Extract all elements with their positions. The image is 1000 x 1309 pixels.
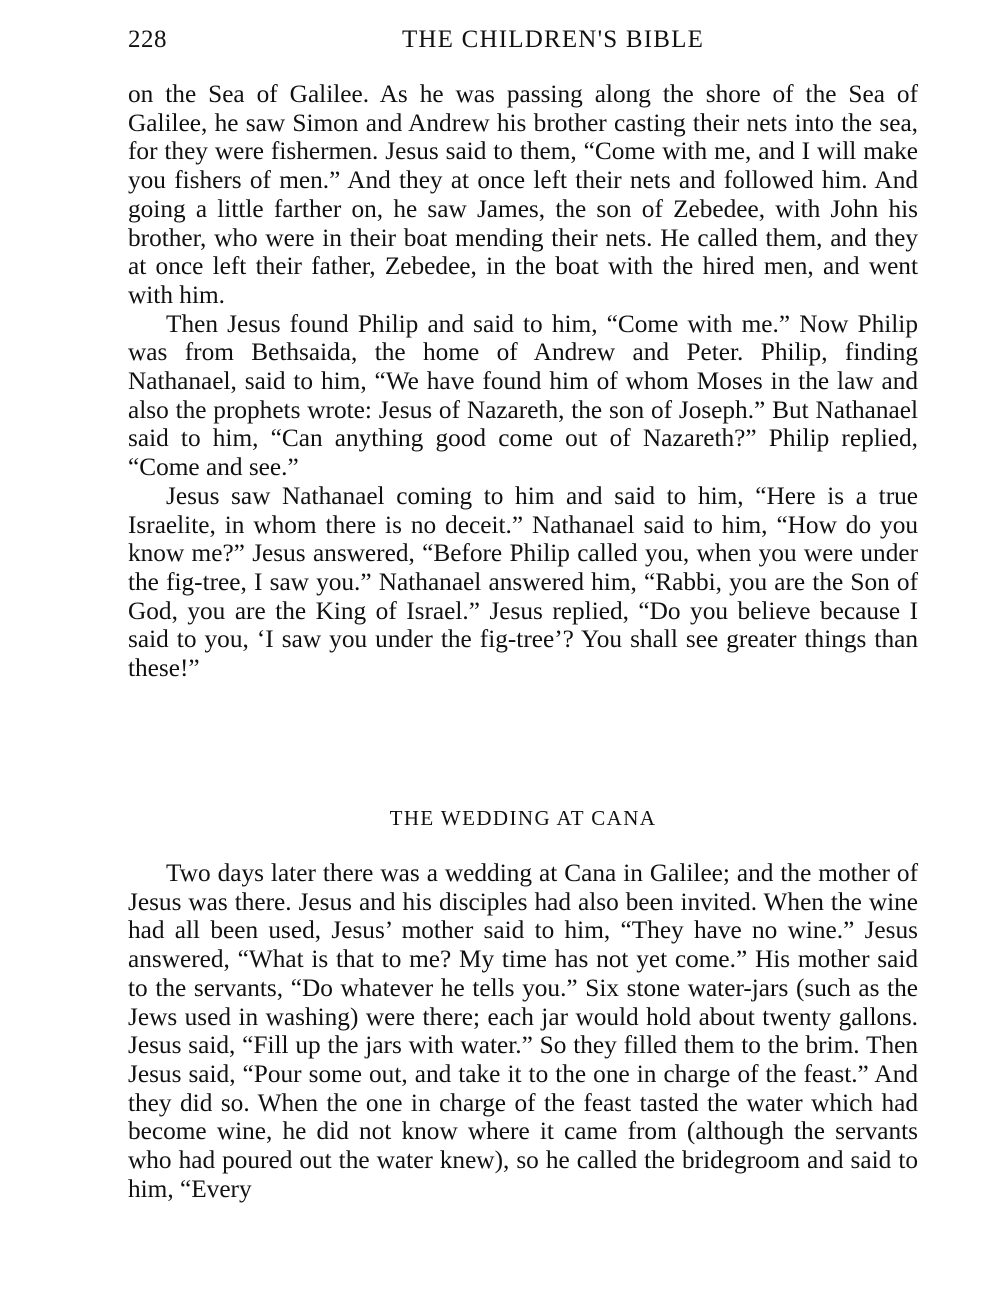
page-number: 228 (128, 26, 167, 53)
paragraph: Then Jesus found Philip and said to him, “Come with me.” Now Philip was from Bethsaida, the home of Andrew and Peter. Philip, finding Nathanael, said to him, “We have found him of whom Moses in the law and also the prophets wrote: Jesus of Nazareth, the son of Joseph.” But Nathanael said to him, “Can anything good come out of Nazareth?” Philip replied, “Come and see.” (128, 309, 918, 482)
paragraph: Jesus saw Nathanael coming to him and said to him, “Here is a true Israelite, in whom there is no deceit.” Nathanael said to him, “How do you know me?” Jesus answered, “Before Philip called you, when you were under the fig-tree, I saw you.” Nathanael answered him, “Rabbi, you are the Son of God, you are the King of Israel.” Jesus replied, “Do you believe because I said to you, ‘I saw you under the fig-tree’? You shall see greater things than these!” (128, 481, 918, 683)
text-block-bottom (128, 859, 918, 1203)
text-block-top (128, 80, 918, 683)
running-title: THE CHILDREN'S BIBLE (401, 26, 705, 53)
running-head (128, 26, 918, 60)
paragraph: Two days later there was a wedding at Cana in Galilee; and the mother of Jesus was there. Jesus and his disciples had also been invited. When the wine had all been used, Jesus’ mother said to him, “They have no wine.” Jesus answered, “What is that to me? My time has not yet come.” His mother said to the servants, “Do whatever he tells you.” Six stone water-jars (such as the Jews used in washing) were there; each jar would hold about twenty gallons. Jesus said, “Fill up the jars with water.” So they filled them to the brim. Then Jesus said, “Pour some out, and take it to the one in charge of the feast.” And they did so. When the one in charge of the feast tasted the water which had become wine, he did not know where it came from (although the servants who had poured out the water knew), so he called the bridegroom and said to him, “Every (128, 859, 918, 1203)
section-heading: THE WEDDING AT CANA (389, 806, 657, 830)
paragraph: on the Sea of Galilee. As he was passing along the shore of the Sea of Galilee, he saw Simon and Andrew his brother casting their nets into the sea, for they were fishermen. Jesus said to them, “Come with me, and I will make you fishers of men.” And they at once left their nets and followed him. And going a little farther on, he saw James, the son of Zebedee, with John his brother, who were in their boat mending their nets. He called them, and they at once left their father, Zebedee, in the boat with the hired men, and went with him. (128, 80, 918, 309)
